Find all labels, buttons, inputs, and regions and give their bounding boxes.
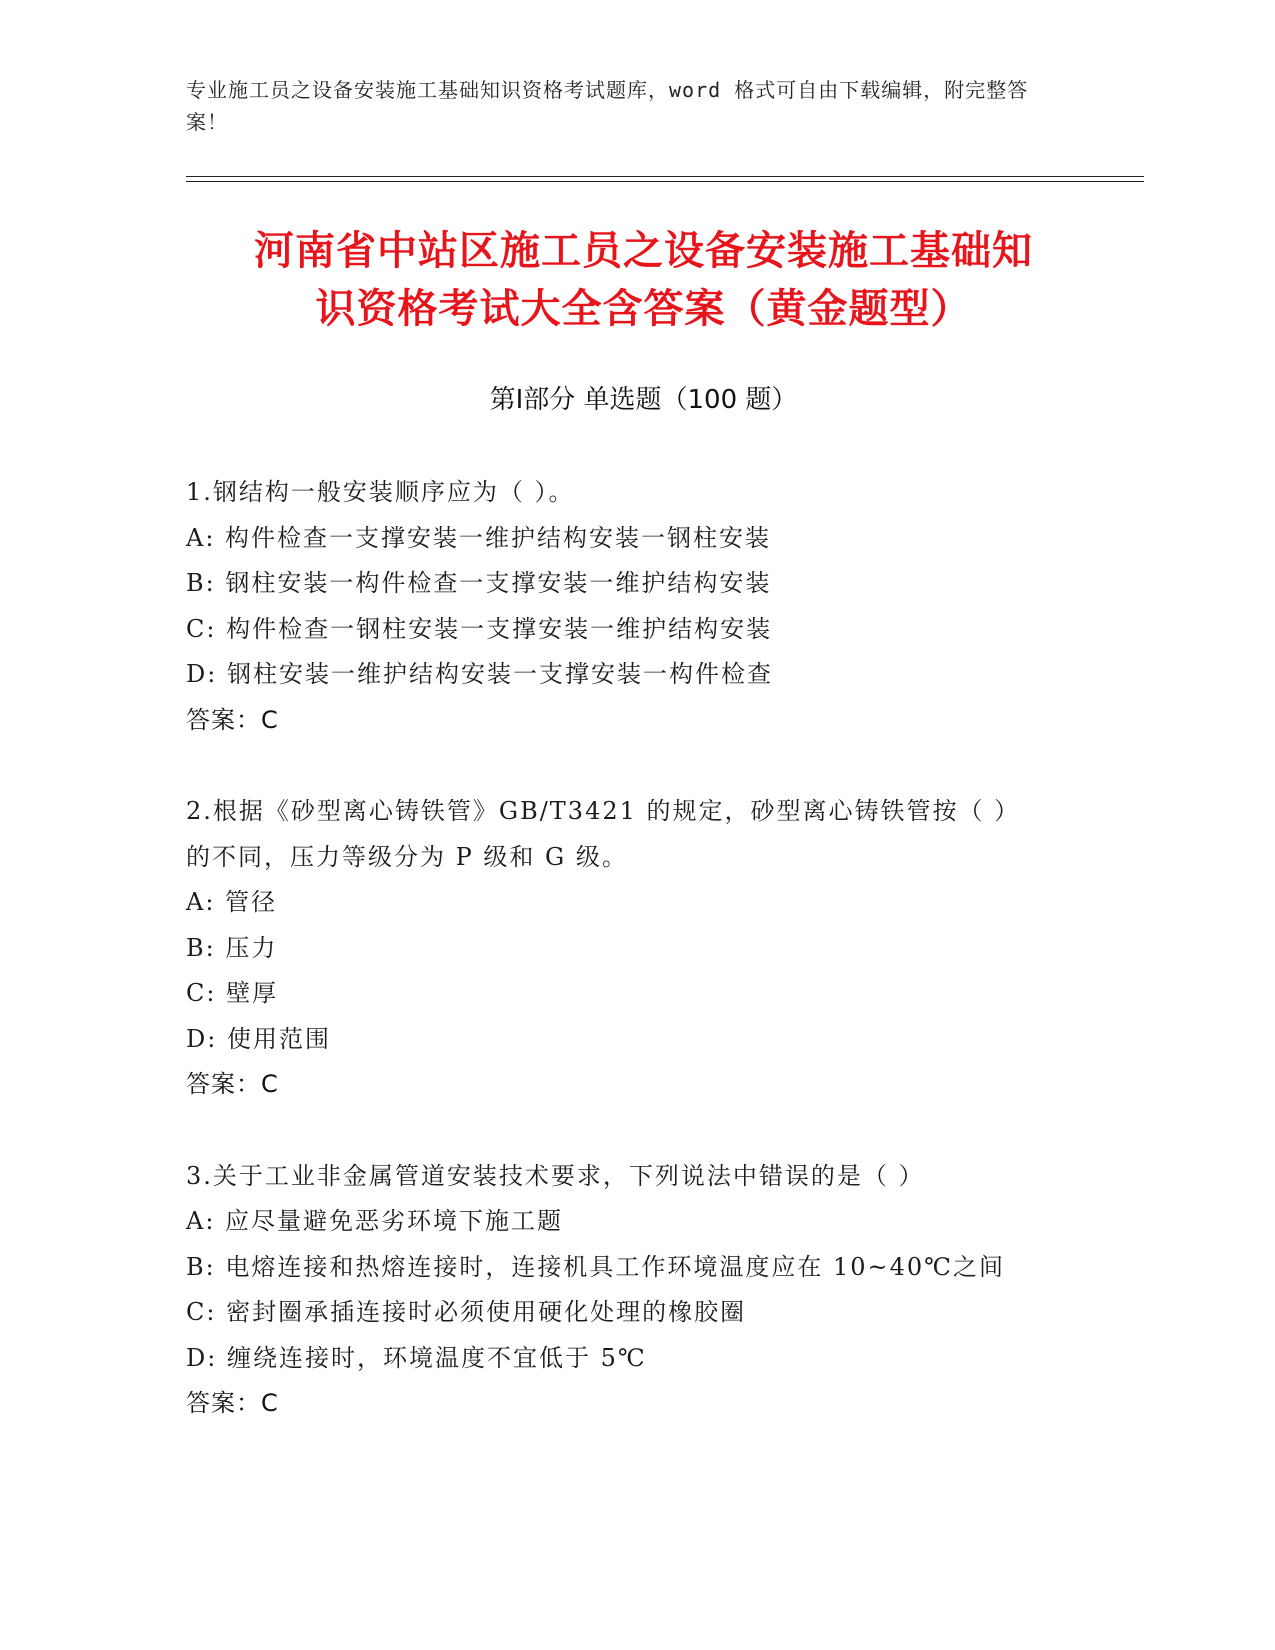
question-stem: 1.钢结构一般安装顺序应为（ ）。 bbox=[186, 478, 575, 506]
option-c: C: 构件检查一钢柱安装一支撑安装一维护结构安装 bbox=[186, 614, 773, 643]
option-d: D: 缠绕连接时，环境温度不宜低于 5℃ bbox=[186, 1343, 647, 1372]
question-1 bbox=[186, 470, 1086, 743]
header-rule-bottom bbox=[186, 181, 1144, 182]
section-title: 第Ⅰ部分 单选题（100 题） bbox=[489, 385, 798, 415]
option-a: A: 管径 bbox=[186, 888, 278, 916]
question-3 bbox=[186, 1154, 1086, 1427]
option-c: C: 壁厚 bbox=[186, 979, 279, 1007]
option-c: C: 密封圈承插连接时必须使用硬化处理的橡胶圈 bbox=[186, 1298, 747, 1326]
title-line: 识资格考试大全含答案（黄金题型） bbox=[315, 286, 972, 332]
answer: 答案：C bbox=[186, 1389, 279, 1417]
answer: 答案：C bbox=[186, 705, 279, 734]
question-stem: 3.关于工业非金属管道安装技术要求，下列说法中错误的是（ ） bbox=[186, 1161, 925, 1190]
header-note: 专业施工员之设备安装施工基础知识资格考试题库，word 格式可自由下载编辑，附完整答案！ bbox=[186, 78, 1029, 134]
question-2 bbox=[186, 789, 1086, 1108]
document-title bbox=[186, 222, 1101, 338]
option-a: A: 构件检查一支撑安装一维护结构安装一钢柱安装 bbox=[186, 523, 772, 552]
option-d: D: 使用范围 bbox=[186, 1024, 331, 1053]
question-stem: 2.根据《砂型离心铸铁管》GB/T3421 的规定，砂型离心铸铁管按（ ） bbox=[186, 797, 1021, 825]
option-a: A: 应尽量避免恶劣环境下施工题 bbox=[186, 1207, 564, 1235]
option-b: B: 电熔连接和热熔连接时，连接机具工作环境温度应在 10~40℃之间 bbox=[186, 1252, 1006, 1281]
question-list bbox=[186, 470, 1086, 1473]
option-b: B: 压力 bbox=[186, 933, 278, 962]
question-stem-continued: 的不同，压力等级分为 P 级和 G 级。 bbox=[186, 842, 628, 871]
title-line: 河南省中站区施工员之设备安装施工基础知 bbox=[254, 228, 1033, 274]
option-d: D: 钢柱安装一维护结构安装一支撑安装一构件检查 bbox=[186, 660, 773, 688]
option-b: B: 钢柱安装一构件检查一支撑安装一维护结构安装 bbox=[186, 569, 772, 597]
answer: 答案：C bbox=[186, 1070, 279, 1098]
header-rule-top bbox=[186, 176, 1144, 177]
